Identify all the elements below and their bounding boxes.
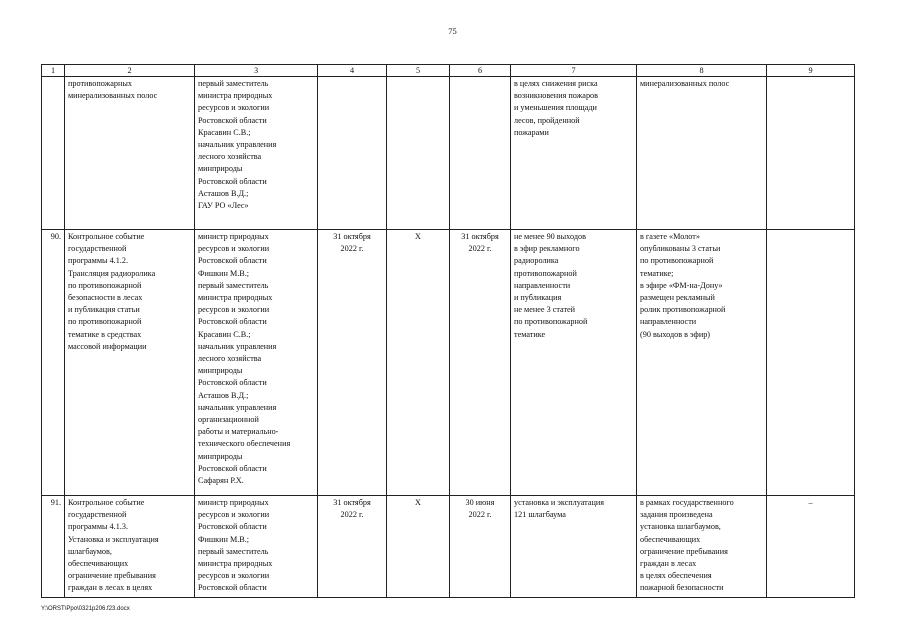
col9-cell [767,230,855,496]
actual-date-cell: 30 июня 2022 г. [450,496,511,598]
plan-date-cell [318,77,387,230]
row-number [42,77,65,230]
result-cell: минерализованных полос [637,77,767,230]
actual-date-cell: 31 октября 2022 г. [450,230,511,496]
column-header: 5 [387,65,450,77]
responsible-cell: министр природных ресурсов и экологии Ростовской области Фишкин М.В.; первый заместитель министра природных ресурсов и экологии Ростовской области [195,496,318,598]
plan-date-cell: 31 октября 2022 г. [318,496,387,598]
result-cell: в газете «Молот» опубликованы 3 статьи по противопожарной тематике; в эфире «ФМ-на-Дону» размещен рекламный ролик противопожарной направленности (90 выходов в эфир) [637,230,767,496]
col5-cell: X [387,496,450,598]
event-cell: противопожарных минерализованных полос [65,77,195,230]
table-row [42,230,855,496]
indicator-cell: не менее 90 выходов в эфир рекламного радиоролика противопожарной направленности и публикация не менее 3 статей по противопожарной тематике [511,230,637,496]
column-header: 1 [42,65,65,77]
column-header: 4 [318,65,387,77]
col9-cell: – [767,496,855,598]
event-cell: Контрольное событие государственной программы 4.1.2. Трансляция радиоролика по противопожарной безопасности в лесах и публикация статьи по противопожарной тематике в средствах массовой информации [65,230,195,496]
column-header: 2 [65,65,195,77]
col9-cell [767,77,855,230]
table-row [42,77,855,230]
row-number: 91. [42,496,65,598]
footer-file-path: Y:\ORST\Ppo\0321p206.f23.docx [41,606,130,612]
actual-date-cell [450,77,511,230]
column-header: 9 [767,65,855,77]
indicator-cell: установка и эксплуатация 121 шлагбаума [511,496,637,598]
plan-date-cell: 31 октября 2022 г. [318,230,387,496]
result-cell: в рамках государственного задания произведена установка шлагбаумов, обеспечивающих ограничение пребывания граждан в лесах в целях обеспечения пожарной безопасности [637,496,767,598]
page-number: 75 [448,26,457,36]
report-table [41,64,855,598]
responsible-cell: министр природных ресурсов и экологии Ростовской области Фишкин М.В.; первый заместитель министра природных ресурсов и экологии Ростовской области Красавин С.В.; начальник управления лесного хозяйства минприроды Ростовской области Асташов В.Д.; начальник управления организационной работы и материально- технического обеспечения минприроды Ростовской области Сафарян Р.Х. [195,230,318,496]
column-header: 3 [195,65,318,77]
column-header: 6 [450,65,511,77]
column-header: 8 [637,65,767,77]
column-header: 7 [511,65,637,77]
table-header-row [42,65,855,77]
col5-cell [387,77,450,230]
indicator-cell: в целях снижения риска возникновения пожаров и уменьшения площади лесов, пройденной пожарами [511,77,637,230]
col5-cell: X [387,230,450,496]
responsible-cell: первый заместитель министра природных ресурсов и экологии Ростовской области Красавин С.В.; начальник управления лесного хозяйства минприроды Ростовской области Асташов В.Д.; ГАУ РО «Лес» [195,77,318,230]
row-number: 90. [42,230,65,496]
table-row [42,496,855,598]
event-cell: Контрольное событие государственной программы 4.1.3. Установка и эксплуатация шлагбаумов, обеспечивающих ограничение пребывания граждан в лесах в целях [65,496,195,598]
